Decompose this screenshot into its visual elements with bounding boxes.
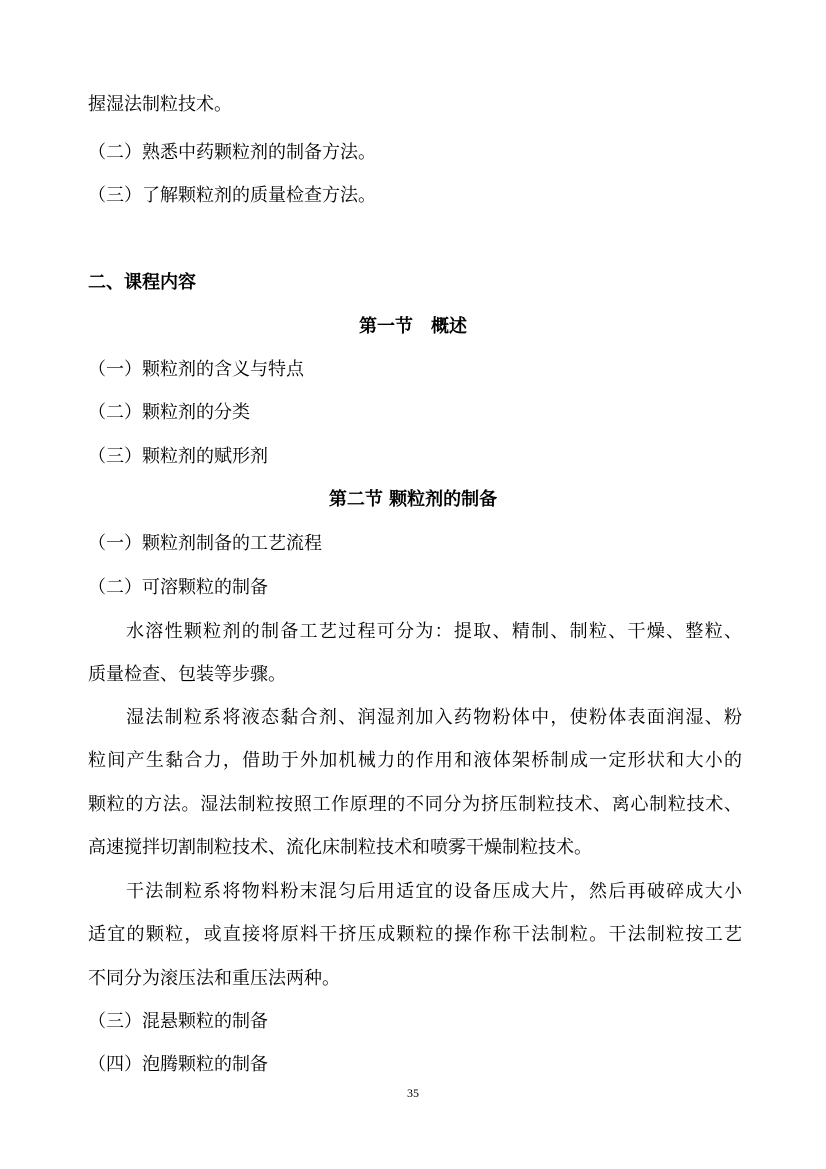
text-line: 握湿法制粒技术。: [88, 94, 232, 115]
paragraph-line: 质量检查、包装等步骤。: [88, 664, 286, 685]
list-item: （三）颗粒剂的赋形剂: [88, 446, 268, 467]
chapter-heading-1: 第一节 概述: [359, 316, 467, 337]
paragraph-line: 不同分为滚压法和重压法两种。: [88, 968, 340, 989]
list-item: （一）颗粒剂的含义与特点: [88, 359, 304, 380]
paragraph-line: 粒间产生黏合力，借助于外加机械力的作用和液体架桥制成一定形状和大小的: [88, 750, 742, 771]
paragraph-line: 水溶性颗粒剂的制备工艺过程可分为：提取、精制、制粒、干燥、整粒、: [126, 621, 742, 642]
paragraph-line: 高速搅拌切割制粒技术、流化床制粒技术和喷雾干燥制粒技术。: [88, 837, 592, 858]
list-item: （三）混悬颗粒的制备: [88, 1011, 268, 1032]
objective-item-3: （三）了解颗粒剂的质量检查方法。: [88, 185, 376, 206]
paragraph-line: 颗粒的方法。湿法制粒按照工作原理的不同分为挤压制粒技术、离心制粒技术、: [88, 794, 742, 815]
list-item: （一）颗粒剂制备的工艺流程: [88, 533, 322, 554]
objective-item-2: （二）熟悉中药颗粒剂的制备方法。: [88, 142, 376, 163]
section-heading: 二、课程内容: [88, 272, 196, 293]
list-item: （四）泡腾颗粒的制备: [88, 1054, 268, 1075]
page-number: 35: [407, 1086, 419, 1100]
paragraph-line: 适宜的颗粒，或直接将原料干挤压成颗粒的操作称干法制粒。干法制粒按工艺: [88, 924, 742, 945]
paragraph-line: 湿法制粒系将液态黏合剂、润湿剂加入药物粉体中，使粉体表面润湿、粉: [126, 707, 742, 728]
list-item: （二）颗粒剂的分类: [88, 402, 250, 423]
list-item: （二）可溶颗粒的制备: [88, 577, 268, 598]
paragraph-line: 干法制粒系将物料粉末混匀后用适宜的设备压成大片，然后再破碎成大小: [126, 881, 742, 902]
chapter-heading-2: 第二节 颗粒剂的制备: [328, 489, 498, 510]
